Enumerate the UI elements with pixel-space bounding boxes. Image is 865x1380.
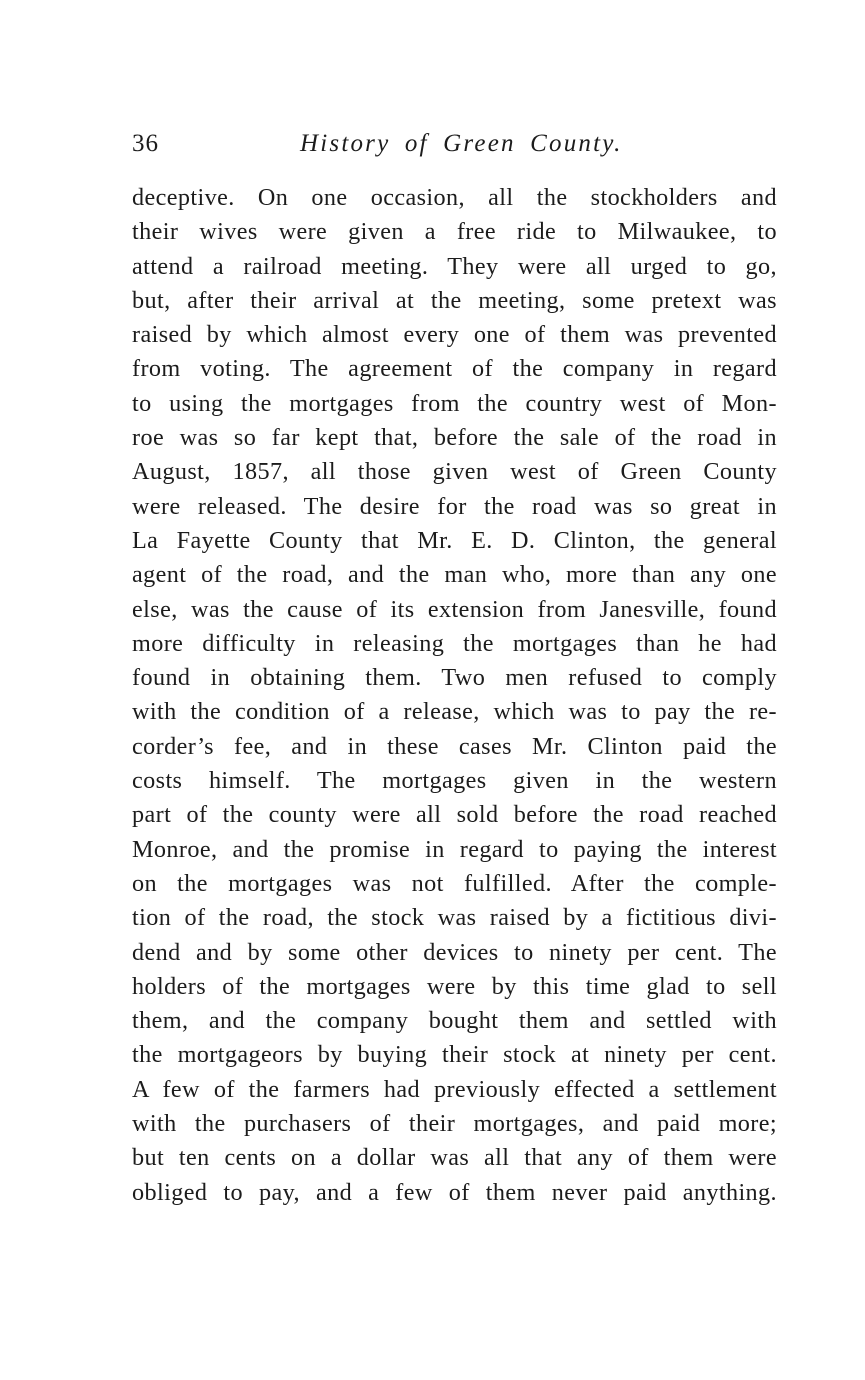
text-line: more difficulty in releasing the mortgages than he had: [132, 629, 777, 657]
text-line: their wives were given a free ride to Milwaukee, to: [132, 218, 777, 246]
text-line: La Fayette County that Mr. E. D. Clinton, the general: [132, 526, 777, 554]
text-line: dend and by some other devices to ninety per cent. The: [132, 938, 777, 966]
text-line: Monroe, and the promise in regard to paying the interest: [132, 835, 777, 863]
text-line: corder’s fee, and in these cases Mr. Clinton paid the: [132, 732, 777, 760]
text-line: on the mortgages was not fulfilled. After the comple-: [132, 869, 777, 897]
running-head: [132, 126, 777, 162]
text-line: August, 1857, all those given west of Green County: [132, 458, 777, 486]
text-line: agent of the road, and the man who, more than any one: [132, 561, 777, 589]
text-line: obliged to pay, and a few of them never paid anything.: [132, 1178, 777, 1206]
text-line: deceptive. On one occasion, all the stockholders and: [132, 184, 777, 211]
text-line: but, after their arrival at the meeting, some pretext was: [132, 286, 777, 314]
text-line: else, was the cause of its extension from Janesville, found: [132, 595, 777, 623]
text-line: found in obtaining them. Two men refused to comply: [132, 664, 777, 692]
running-title: History of Green County.: [300, 130, 623, 157]
text-line: the mortgageors by buying their stock at ninety per cent.: [132, 1041, 777, 1069]
text-line: tion of the road, the stock was raised by a fictitious divi-: [132, 904, 777, 932]
text-line: part of the county were all sold before the road reached: [132, 801, 777, 829]
text-line: attend a railroad meeting. They were all urged to go,: [132, 252, 777, 280]
text-line: from voting. The agreement of the company in regard: [132, 355, 777, 383]
text-line: them, and the company bought them and settled with: [132, 1007, 777, 1035]
text-line: roe was so far kept that, before the sale of the road in: [132, 424, 777, 452]
text-line: A few of the farmers had previously effected a settlement: [132, 1075, 777, 1103]
text-line: but ten cents on a dollar was all that any of them were: [132, 1144, 777, 1172]
text-line: were released. The desire for the road was so great in: [132, 492, 777, 520]
text-line: raised by which almost every one of them was prevented: [132, 321, 777, 349]
text-line: holders of the mortgages were by this time glad to sell: [132, 972, 777, 1000]
text-line: costs himself. The mortgages given in the western: [132, 767, 777, 795]
body-text: [132, 181, 777, 1210]
text-line: with the condition of a release, which was to pay the re-: [132, 698, 777, 726]
text-line: to using the mortgages from the country west of Mon-: [132, 389, 777, 417]
page-number: 36: [132, 130, 159, 157]
text-line: with the purchasers of their mortgages, and paid more;: [132, 1110, 777, 1138]
